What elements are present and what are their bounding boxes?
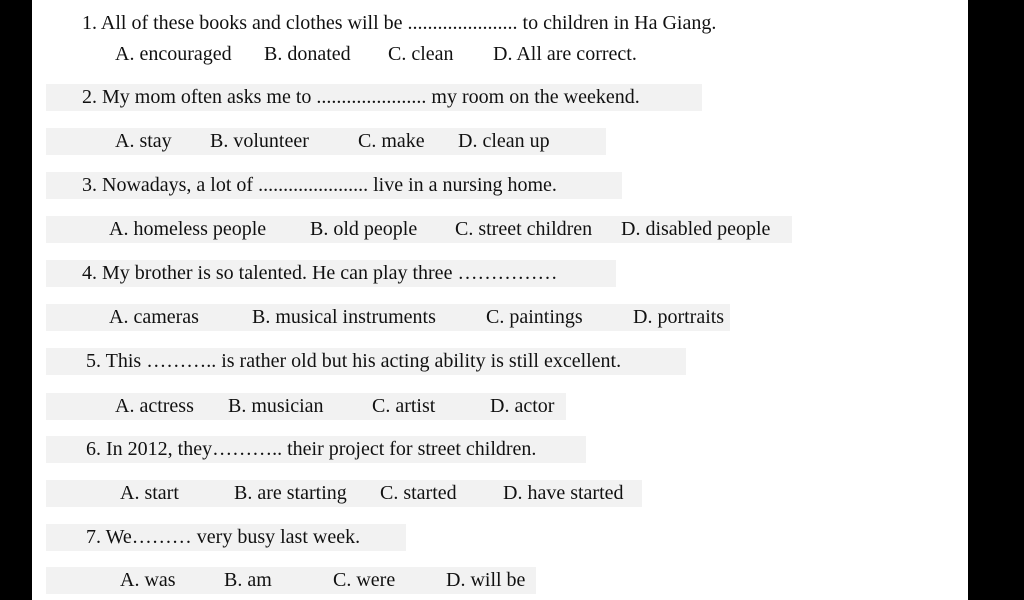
question-4-option-d[interactable]: D. portraits — [633, 306, 725, 328]
question-1-options — [32, 41, 968, 68]
question-5-option-a[interactable]: A. actress — [115, 395, 194, 417]
question-3-options — [46, 216, 792, 243]
question-2-option-d[interactable]: D. clean up — [458, 130, 550, 152]
question-1-stem — [32, 10, 968, 37]
question-3-option-b[interactable]: B. old people — [310, 218, 418, 240]
question-6-option-b[interactable]: B. are starting — [234, 482, 347, 504]
question-1-text: 1. All of these books and clothes will be ...................... to children in Ha Giang. — [82, 12, 717, 34]
question-2-option-b[interactable]: B. volunteer — [210, 130, 309, 152]
question-7-options — [46, 567, 536, 594]
question-5-option-c[interactable]: C. artist — [372, 395, 436, 417]
question-2-options — [46, 128, 606, 155]
question-7-stem — [46, 524, 406, 551]
question-7-option-a[interactable]: A. was — [120, 569, 176, 591]
question-5-option-b[interactable]: B. musician — [228, 395, 324, 417]
question-6-option-c[interactable]: C. started — [380, 482, 457, 504]
question-2-text: 2. My mom often asks me to ...................... my room on the weekend. — [82, 86, 640, 108]
question-5-option-d[interactable]: D. actor — [490, 395, 555, 417]
question-6-option-a[interactable]: A. start — [120, 482, 179, 504]
question-3-option-c[interactable]: C. street children — [455, 218, 593, 240]
question-7-option-c[interactable]: C. were — [333, 569, 396, 591]
question-4-text: 4. My brother is so talented. He can play three …………… — [82, 262, 558, 284]
question-6-option-d[interactable]: D. have started — [503, 482, 624, 504]
question-4-options — [46, 304, 730, 331]
question-4-stem — [46, 260, 616, 287]
question-2-stem — [46, 84, 702, 111]
question-3-text: 3. Nowadays, a lot of ...................... live in a nursing home. — [82, 174, 557, 196]
question-6-options — [46, 480, 642, 507]
question-1-option-d[interactable]: D. All are correct. — [493, 43, 637, 65]
question-7-option-d[interactable]: D. will be — [446, 569, 526, 591]
question-2-option-a[interactable]: A. stay — [115, 130, 172, 152]
question-7-option-b[interactable]: B. am — [224, 569, 272, 591]
question-5-stem — [46, 348, 686, 375]
question-3-stem — [46, 172, 622, 199]
question-4-option-c[interactable]: C. paintings — [486, 306, 583, 328]
question-6-text: 6. In 2012, they……….. their project for street children. — [86, 438, 537, 460]
question-4-option-a[interactable]: A. cameras — [109, 306, 199, 328]
question-3-option-a[interactable]: A. homeless people — [109, 218, 267, 240]
question-4-option-b[interactable]: B. musical instruments — [252, 306, 436, 328]
question-5-text: 5. This ……….. is rather old but his acting ability is still excellent. — [86, 350, 622, 372]
worksheet-page — [32, 0, 968, 600]
question-1-option-b[interactable]: B. donated — [264, 43, 351, 65]
question-6-stem — [46, 436, 586, 463]
question-1-option-a[interactable]: A. encouraged — [115, 43, 232, 65]
question-1-option-c[interactable]: C. clean — [388, 43, 454, 65]
question-2-option-c[interactable]: C. make — [358, 130, 425, 152]
question-3-option-d[interactable]: D. disabled people — [621, 218, 771, 240]
question-7-text: 7. We……… very busy last week. — [86, 526, 361, 548]
question-5-options — [46, 393, 566, 420]
